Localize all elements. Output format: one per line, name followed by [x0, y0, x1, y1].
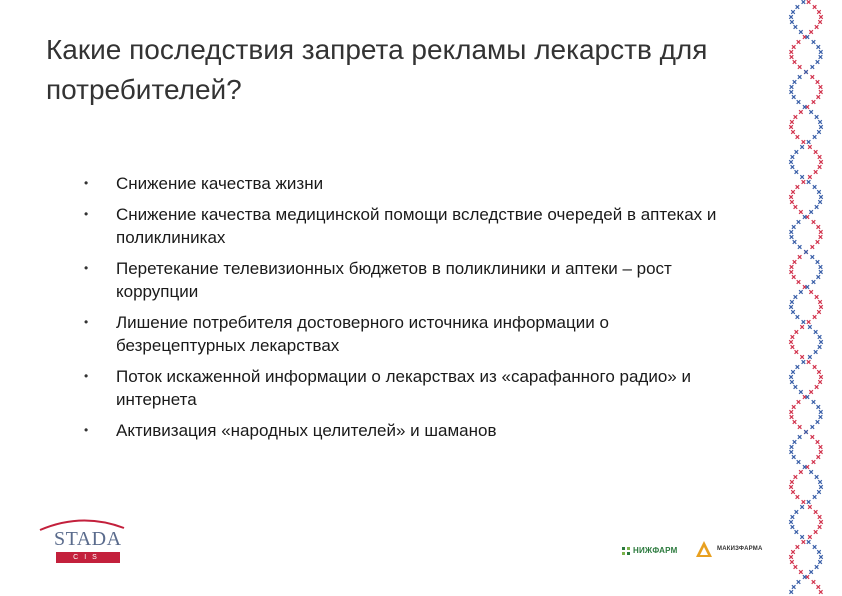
helix-cross	[807, 360, 811, 364]
bullet-item	[78, 257, 718, 303]
bullet-item	[78, 203, 718, 249]
helix-cross	[792, 275, 796, 279]
nizhfarm-logo-name: НИЖФАРМ	[633, 546, 678, 555]
helix-cross	[809, 470, 813, 474]
helix-cross	[816, 225, 820, 229]
helix-cross	[795, 530, 799, 534]
helix-cross	[791, 550, 795, 554]
helix-cross	[789, 50, 793, 54]
helix-cross	[799, 110, 803, 114]
helix-cross	[790, 480, 794, 484]
helix-cross	[790, 55, 794, 59]
bullet-text: Поток искаженной информации о лекарствах из «сарафанного радио» и интернета	[116, 367, 691, 409]
helix-cross	[815, 565, 819, 569]
helix-cross	[818, 120, 822, 124]
helix-cross	[809, 30, 813, 34]
helix-cross	[796, 5, 800, 9]
helix-cross	[794, 385, 798, 389]
helix-cross	[815, 295, 819, 299]
helix-cross	[809, 210, 813, 214]
makiz-triangle-icon	[695, 540, 713, 558]
helix-cross	[808, 505, 812, 509]
helix-cross	[792, 225, 796, 229]
helix-cross	[793, 440, 797, 444]
helix-cross	[811, 245, 815, 249]
helix-cross	[790, 235, 794, 239]
helix-cross	[789, 375, 793, 379]
helix-cross	[807, 500, 811, 504]
helix-cross	[789, 520, 793, 524]
helix-cross	[804, 250, 808, 254]
helix-cross	[798, 75, 802, 79]
helix-cross	[792, 585, 796, 589]
helix-cross	[811, 435, 815, 439]
helix-cross	[800, 175, 804, 179]
helix-cross	[813, 5, 817, 9]
helix-cross	[789, 90, 793, 94]
helix-cross	[818, 380, 822, 384]
helix-cross	[812, 460, 816, 464]
helix-cross	[791, 10, 795, 14]
helix-cross	[799, 210, 803, 214]
helix-cross	[818, 155, 822, 159]
helix-cross	[815, 385, 819, 389]
helix-cross	[819, 125, 823, 129]
helix-cross	[803, 465, 807, 469]
helix-cross	[792, 45, 796, 49]
helix-cross	[813, 495, 817, 499]
helix-cross	[811, 75, 815, 79]
helix-cross	[791, 310, 795, 314]
bullet-text: Снижение качества медицинской помощи вследствие очередей в аптеках и поликлиниках	[116, 205, 717, 247]
helix-cross	[797, 40, 801, 44]
helix-cross	[790, 200, 794, 204]
helix-cross	[793, 260, 797, 264]
helix-cross	[800, 355, 804, 359]
helix-cross	[809, 390, 813, 394]
helix-cross	[796, 545, 800, 549]
helix-cross	[794, 565, 798, 569]
helix-cross	[819, 555, 823, 559]
helix-cross	[819, 160, 823, 164]
helix-cross	[791, 335, 795, 339]
helix-cross	[797, 100, 801, 104]
helix-cross	[816, 45, 820, 49]
helix-cross	[802, 140, 806, 144]
helix-cross	[813, 365, 817, 369]
slide-title: Какие последствия запрета рекламы лекарств для потребителей?	[46, 34, 708, 105]
helix-cross	[807, 540, 811, 544]
helix-cross	[790, 560, 794, 564]
helix-cross	[818, 300, 822, 304]
helix-cross	[819, 520, 823, 524]
helix-cross	[796, 365, 800, 369]
helix-cross	[799, 470, 803, 474]
helix-cross	[798, 425, 802, 429]
helix-cross	[789, 195, 793, 199]
helix-cross	[789, 450, 793, 454]
helix-cross	[815, 115, 819, 119]
helix-cross	[795, 510, 799, 514]
helix-cross	[819, 90, 823, 94]
helix-cross	[816, 240, 820, 244]
helix-cross	[818, 560, 822, 564]
helix-cross	[818, 525, 822, 529]
helix-cross	[818, 345, 822, 349]
bullet-marker: •	[84, 369, 89, 383]
helix-cross	[797, 580, 801, 584]
helix-cross	[819, 485, 823, 489]
helix-cross	[790, 120, 794, 124]
helix-cross	[818, 20, 822, 24]
helix-cross	[816, 455, 820, 459]
helix-cross	[794, 115, 798, 119]
helix-cross	[808, 175, 812, 179]
helix-cross	[819, 410, 823, 414]
bullet-text: Перетекание телевизионных бюджетов в поликлиники и аптеки – рост коррупции	[116, 259, 672, 301]
helix-cross	[794, 25, 798, 29]
helix-cross	[813, 185, 817, 189]
helix-cross	[791, 515, 795, 519]
helix-cross	[815, 205, 819, 209]
helix-cross	[808, 535, 812, 539]
helix-cross	[799, 30, 803, 34]
helix-cross	[803, 105, 807, 109]
helix-cross	[819, 235, 823, 239]
helix-cross	[816, 405, 820, 409]
helix-cross	[798, 245, 802, 249]
helix-cross	[798, 435, 802, 439]
helix-cross	[812, 400, 816, 404]
helix-cross	[819, 590, 823, 594]
helix-cross	[799, 570, 803, 574]
helix-cross	[789, 340, 793, 344]
helix-cross	[806, 35, 810, 39]
bullet-list	[78, 172, 718, 450]
helix-cross	[789, 230, 793, 234]
helix-cross	[808, 355, 812, 359]
helix-cross	[817, 190, 821, 194]
helix-cross	[789, 270, 793, 274]
helix-cross	[809, 110, 813, 114]
helix-cross	[800, 535, 804, 539]
helix-cross	[816, 585, 820, 589]
helix-cross	[819, 305, 823, 309]
helix-cross	[813, 315, 817, 319]
helix-cross	[799, 290, 803, 294]
helix-cross	[794, 475, 798, 479]
helix-cross	[816, 440, 820, 444]
helix-cross	[795, 150, 799, 154]
bullet-marker: •	[84, 261, 89, 275]
helix-cross	[789, 160, 793, 164]
helix-cross	[796, 185, 800, 189]
helix-cross	[800, 145, 804, 149]
helix-cross	[814, 170, 818, 174]
helix-cross	[791, 190, 795, 194]
helix-cross	[819, 445, 823, 449]
helix-cross	[807, 0, 811, 4]
helix-cross	[790, 20, 794, 24]
helix-cross	[796, 315, 800, 319]
stada-logo-sub: CIS	[56, 552, 120, 563]
helix-cross	[793, 420, 797, 424]
helix-cross	[789, 305, 793, 309]
dna-helix-decoration	[784, 0, 828, 596]
helix-cross	[814, 510, 818, 514]
helix-cross	[819, 450, 823, 454]
helix-cross	[817, 490, 821, 494]
helix-cross	[819, 85, 823, 89]
helix-cross	[812, 40, 816, 44]
bullet-item	[78, 311, 718, 357]
helix-cross	[807, 180, 811, 184]
helix-cross	[816, 260, 820, 264]
bullet-item	[78, 365, 718, 411]
helix-cross	[792, 95, 796, 99]
helix-cross	[806, 395, 810, 399]
helix-cross	[818, 515, 822, 519]
helix-cross	[797, 280, 801, 284]
helix-cross	[802, 180, 806, 184]
helix-cross	[802, 360, 806, 364]
helix-cross	[808, 145, 812, 149]
helix-cross	[800, 505, 804, 509]
helix-cross	[789, 410, 793, 414]
helix-cross	[798, 255, 802, 259]
helix-cross	[818, 335, 822, 339]
helix-cross	[819, 55, 823, 59]
helix-cross	[814, 330, 818, 334]
bullet-marker: •	[84, 176, 89, 190]
helix-cross	[816, 60, 820, 64]
helix-cross	[793, 240, 797, 244]
helix-cross	[815, 475, 819, 479]
helix-cross	[817, 10, 821, 14]
helix-cross	[791, 525, 795, 529]
helix-cross	[816, 275, 820, 279]
helix-cross	[814, 350, 818, 354]
helix-cross	[798, 65, 802, 69]
helix-cross	[795, 330, 799, 334]
helix-cross	[799, 390, 803, 394]
helix-cross	[790, 415, 794, 419]
helix-cross	[791, 345, 795, 349]
helix-cross	[804, 70, 808, 74]
helix-cross	[790, 445, 794, 449]
helix-cross	[803, 575, 807, 579]
helix-cross	[795, 350, 799, 354]
helix-cross	[817, 130, 821, 134]
helix-cross	[792, 455, 796, 459]
helix-cross	[796, 495, 800, 499]
helix-cross	[813, 545, 817, 549]
helix-cross	[816, 420, 820, 424]
helix-cross	[791, 370, 795, 374]
helix-cross	[809, 570, 813, 574]
helix-cross	[789, 485, 793, 489]
helix-cross	[816, 80, 820, 84]
helix-cross	[817, 370, 821, 374]
helix-cross	[789, 555, 793, 559]
helix-cross	[819, 375, 823, 379]
helix-cross	[811, 65, 815, 69]
bullet-item	[78, 419, 718, 442]
helix-cross	[815, 25, 819, 29]
bullet-marker: •	[84, 315, 89, 329]
bullet-text: Активизация «народных целителей» и шаманов	[116, 421, 497, 440]
helix-cross	[814, 150, 818, 154]
helix-cross	[795, 170, 799, 174]
nizhfarm-mark-icon	[622, 547, 630, 555]
helix-cross	[791, 490, 795, 494]
helix-cross	[819, 340, 823, 344]
helix-cross	[818, 480, 822, 484]
helix-cross	[807, 140, 811, 144]
helix-cross	[819, 50, 823, 54]
helix-cross	[806, 285, 810, 289]
bullet-text: Снижение качества жизни	[116, 174, 324, 193]
helix-cross	[803, 215, 807, 219]
helix-cross	[819, 270, 823, 274]
helix-cross	[791, 165, 795, 169]
helix-cross	[792, 405, 796, 409]
helix-cross	[797, 220, 801, 224]
helix-cross	[797, 460, 801, 464]
helix-cross	[811, 255, 815, 259]
helix-cross	[794, 295, 798, 299]
helix-cross	[791, 130, 795, 134]
helix-cross	[791, 155, 795, 159]
helix-cross	[819, 15, 823, 19]
helix-cross	[818, 165, 822, 169]
helix-cross	[793, 60, 797, 64]
helix-cross	[794, 205, 798, 209]
helix-cross	[807, 320, 811, 324]
makiz-logo-name: МАКИЗФАРМА	[717, 546, 763, 552]
bullet-marker: •	[84, 207, 89, 221]
makiz-logo	[695, 540, 762, 558]
helix-cross	[808, 325, 812, 329]
helix-cross	[811, 425, 815, 429]
helix-cross	[814, 530, 818, 534]
bullet-text: Лишение потребителя достоверного источника информации о безрецептурных лекарствах	[116, 313, 609, 355]
helix-cross	[809, 290, 813, 294]
helix-cross	[789, 125, 793, 129]
helix-cross	[797, 400, 801, 404]
helix-cross	[812, 100, 816, 104]
helix-cross	[819, 195, 823, 199]
helix-cross	[789, 590, 793, 594]
helix-cross	[793, 80, 797, 84]
helix-cross	[802, 540, 806, 544]
helix-cross	[812, 220, 816, 224]
helix-cross	[817, 310, 821, 314]
helix-cross	[816, 95, 820, 99]
helix-cross	[812, 280, 816, 284]
nizhfarm-logo	[622, 546, 677, 555]
stada-logo-name: STADA	[54, 528, 122, 550]
helix-cross	[818, 200, 822, 204]
helix-cross	[802, 500, 806, 504]
helix-cross	[802, 0, 806, 4]
bullet-marker: •	[84, 423, 89, 437]
helix-cross	[790, 380, 794, 384]
helix-cross	[804, 430, 808, 434]
helix-cross	[789, 15, 793, 19]
helix-cross	[802, 320, 806, 324]
helix-cross	[817, 550, 821, 554]
helix-cross	[790, 85, 794, 89]
helix-cross	[819, 230, 823, 234]
helix-cross	[819, 265, 823, 269]
helix-cross	[796, 135, 800, 139]
helix-cross	[790, 300, 794, 304]
stada-logo	[36, 514, 128, 570]
bullet-item	[78, 172, 718, 195]
helix-cross	[819, 415, 823, 419]
helix-cross	[800, 325, 804, 329]
helix-cross	[790, 265, 794, 269]
helix-cross	[812, 580, 816, 584]
helix-cross	[813, 135, 817, 139]
